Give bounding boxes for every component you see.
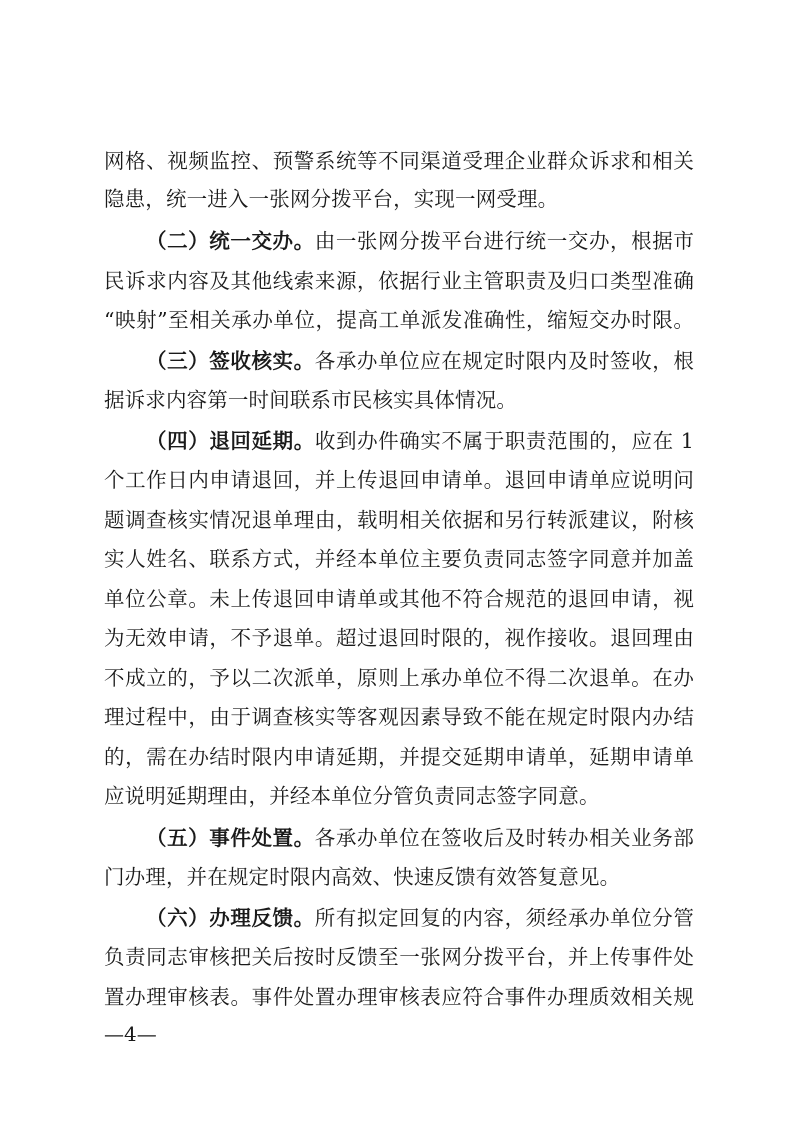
section-6-paragraph: （六）办理反馈。所有拟定回复的内容，须经承办单位分管 <box>146 906 694 930</box>
body-line: 为无效申请，不予退单。超过退回时限的，视作接收。退回理由 <box>104 626 694 650</box>
body-line: 个工作日内申请退回，并上传退回申请单。退回申请单应说明问 <box>104 468 694 492</box>
body-line: 不成立的，予以二次派单，原则上承办单位不得二次退单。在办 <box>104 666 694 690</box>
section-3-paragraph: （三）签收核实。各承办单位应在规定时限内及时签收，根 <box>146 349 694 373</box>
body-line: 题调查核实情况退单理由，载明相关依据和另行转派建议，附核 <box>104 508 694 532</box>
body-line: 据诉求内容第一时间联系市民核实具体情况。 <box>104 388 517 412</box>
body-line: 门办理，并在规定时限内高效、快速反馈有效答复意见。 <box>104 865 621 889</box>
section-6-heading: （六）办理反馈。 <box>146 906 315 930</box>
section-5-paragraph: （五）事件处置。各承办单位在签收后及时转办相关业务部 <box>146 826 694 850</box>
body-line: 民诉求内容及其他线索来源，依据行业主管职责及归口类型准确 <box>104 269 694 293</box>
body-line: 应说明延期理由，并经本单位分管负责同志签字同意。 <box>104 784 600 808</box>
page-number: —4— <box>104 1022 157 1046</box>
body-line: 置办理审核表。事件处置办理审核表应符合事件办理质效相关规 <box>104 985 694 1009</box>
body-line: 的，需在办结时限内申请延期，并提交延期申请单，延期申请单 <box>104 745 694 769</box>
body-line: 负责同志审核把关后按时反馈至一张网分拨平台，并上传事件处 <box>104 945 694 969</box>
section-5-heading: （五）事件处置。 <box>146 826 315 850</box>
section-3-heading: （三）签收核实。 <box>146 349 315 373</box>
body-line: “映射”至相关承办单位，提高工单派发准确性，缩短交办时限。 <box>104 308 694 332</box>
section-2-paragraph: （二）统一交办。由一张网分拨平台进行统一交办，根据市 <box>146 229 694 253</box>
body-line: 单位公章。未上传退回申请单或其他不符合规范的退回申请，视 <box>104 587 694 611</box>
body-line: 网格、视频监控、预警系统等不同渠道受理企业群众诉求和相关 <box>104 149 694 173</box>
section-4-paragraph: （四）退回延期。收到办件确实不属于职责范围的，应在 1 <box>146 429 694 453</box>
body-line: 理过程中，由于调查核实等客观因素导致不能在规定时限内办结 <box>104 705 694 729</box>
section-4-heading: （四）退回延期。 <box>146 429 315 453</box>
section-2-heading: （二）统一交办。 <box>146 229 315 253</box>
body-line: 实人姓名、联系方式，并经本单位主要负责同志签字同意并加盖 <box>104 547 694 571</box>
body-line: 隐患，统一进入一张网分拨平台，实现一网受理。 <box>104 187 559 211</box>
